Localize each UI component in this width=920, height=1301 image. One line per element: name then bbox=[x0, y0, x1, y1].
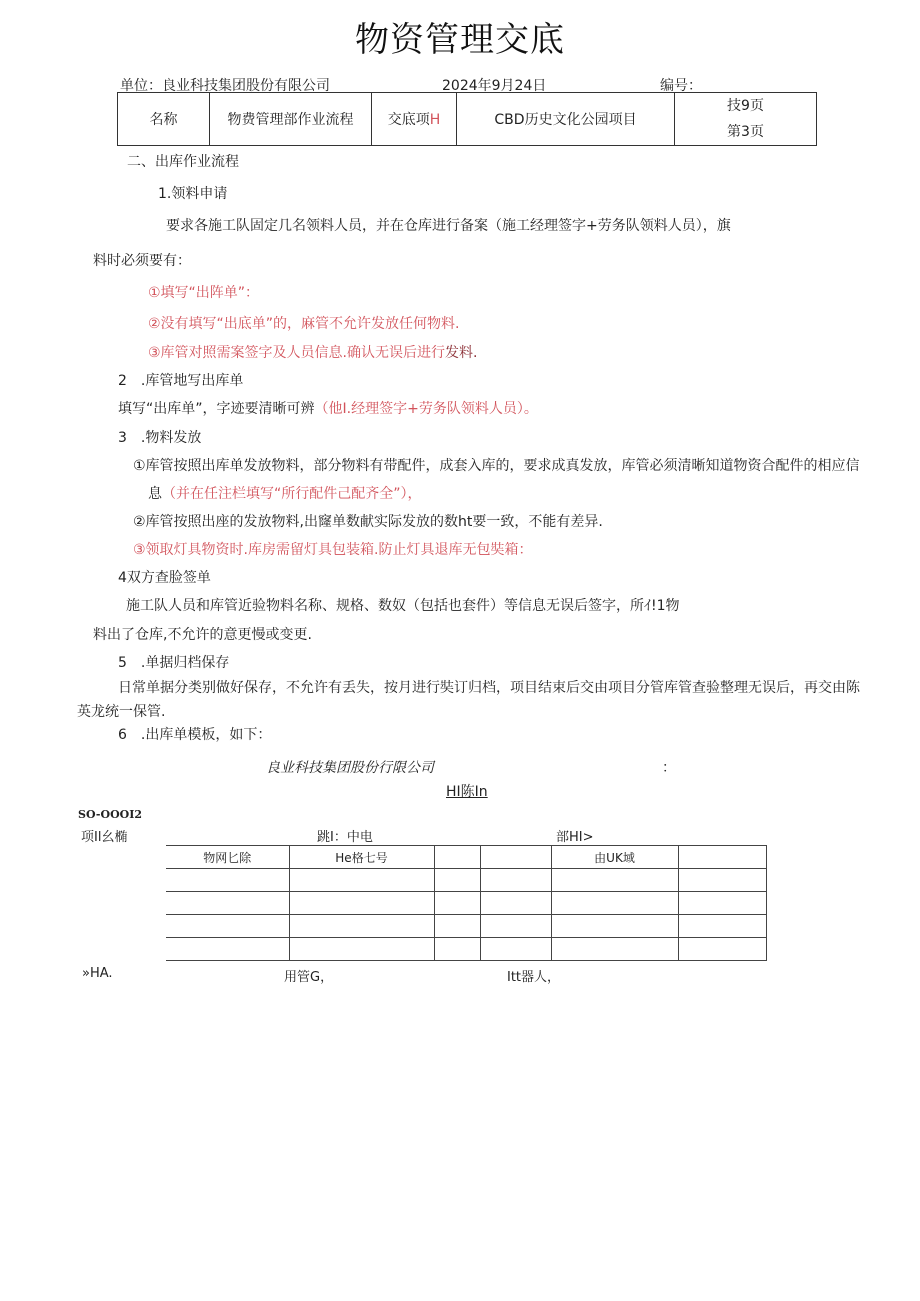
document-title: 物资管理交底 bbox=[355, 20, 565, 60]
form-cell bbox=[551, 938, 678, 961]
form-header-row bbox=[166, 846, 766, 869]
outbound-form-table bbox=[166, 845, 767, 961]
section-heading: 二、出库作业流程 bbox=[127, 154, 239, 170]
form-cell bbox=[434, 869, 480, 892]
form-header-cell: 由UK域 bbox=[551, 846, 678, 869]
table-row bbox=[166, 915, 766, 938]
item-label-cell bbox=[372, 93, 457, 146]
form-footer-right: Itt器人， bbox=[507, 970, 561, 985]
step1-paragraph: 要求各施工队固定几名领料人员，并在仓库进行备案（施工经理签字+劳务队领料人员），旗 bbox=[166, 218, 731, 234]
form-company: 良业科技集团股份行限公司 bbox=[266, 760, 434, 776]
item-label: 交底项 bbox=[387, 112, 430, 128]
step3-item2: ②库管按照出座的发放物料,出窿单数献实际发放的数ht要一致，不能有差异. bbox=[133, 514, 603, 530]
step3-item3: ③领取灯具物资时.库房需留灯具包装箱.防止灯具退库无包奘箱： bbox=[133, 542, 533, 558]
step3-title: 3 .物料发放 bbox=[118, 430, 202, 446]
step2-paragraph bbox=[118, 398, 538, 418]
step1-title: 1.领料申请 bbox=[158, 186, 228, 202]
step3-item1-note: （并在任注栏填写“所行配件己配齐全”）， bbox=[162, 486, 422, 502]
form-cell bbox=[434, 915, 480, 938]
date-label: 2024年9月24日 bbox=[442, 78, 547, 94]
form-header-cell bbox=[434, 846, 480, 869]
form-colon: ： bbox=[662, 760, 676, 776]
step3-item1: ①库管按照出库单发放物料，部分物料有带配件，成套入库的，要求成真发放，库管必须清晰知道物资合配件的相应信 bbox=[133, 458, 860, 474]
step4-paragraph: 施工队人员和库管近验物料名称、规格、数奴（包括也套件）等信息无误后签字，所ｲ!1物 bbox=[126, 598, 680, 614]
form-cell bbox=[289, 892, 434, 915]
table-row bbox=[166, 869, 766, 892]
form-cell bbox=[678, 869, 766, 892]
info-table bbox=[117, 92, 817, 146]
step1-paragraph-cont: 料时必须要有： bbox=[93, 253, 191, 269]
form-footer-left: »HA. bbox=[82, 966, 113, 981]
unit-label: 单位：良业科技集团股份有限公司 bbox=[120, 78, 330, 94]
step2-title: 2 .库管地写出库单 bbox=[118, 373, 244, 389]
form-cell bbox=[678, 892, 766, 915]
form-header-cell bbox=[480, 846, 551, 869]
form-header-cell bbox=[678, 846, 766, 869]
form-cell bbox=[289, 869, 434, 892]
form-cell bbox=[166, 915, 289, 938]
form-cell bbox=[289, 915, 434, 938]
name-label-cell: 名称 bbox=[118, 93, 210, 146]
step4-title: 4双方查脸签单 bbox=[118, 570, 211, 586]
form-cell bbox=[434, 892, 480, 915]
step4-paragraph-cont: 料出了仓库,不允许的意更慢或变更. bbox=[93, 627, 312, 643]
form-cell bbox=[289, 938, 434, 961]
step1-item3 bbox=[148, 342, 477, 362]
table-row bbox=[166, 892, 766, 915]
form-right-label: 部HI> bbox=[556, 830, 594, 845]
pages-total: 技9页 bbox=[727, 98, 764, 114]
number-label: 编号： bbox=[660, 78, 702, 94]
form-cell bbox=[551, 892, 678, 915]
form-project-label: 项Il幺椭 bbox=[81, 830, 128, 845]
form-cell bbox=[480, 892, 551, 915]
form-cell bbox=[166, 869, 289, 892]
name-value-cell: 物费管理部作业流程 bbox=[210, 93, 372, 146]
step3-item1-lead: 息 bbox=[148, 486, 162, 502]
form-cell bbox=[551, 915, 678, 938]
table-row bbox=[166, 938, 766, 961]
step1-item1: ①填写“出阵单”： bbox=[148, 285, 260, 301]
step1-item3-end: 发料. bbox=[445, 345, 478, 361]
form-cell bbox=[166, 938, 289, 961]
step2-note: （他I.经理签字+劳务队领料人员）。 bbox=[314, 401, 538, 417]
step3-item1-cont bbox=[148, 483, 422, 503]
item-mark: H bbox=[429, 112, 441, 128]
form-cell bbox=[166, 892, 289, 915]
step1-item2: ②没有填写“出底单”的，麻管不允许发放任何物料. bbox=[148, 316, 460, 332]
form-cell bbox=[678, 938, 766, 961]
form-subtitle: HI陈In bbox=[446, 784, 488, 800]
step5-paragraph-cont: 英龙统一保管. bbox=[77, 704, 166, 720]
project-cell: CBD历史文化公园项目 bbox=[457, 93, 675, 146]
step1-item3-text: ③库管对照需案签字及人员信息.确认无误后进行 bbox=[148, 345, 445, 361]
step6-title: 6 .出库单模板，如下： bbox=[118, 727, 272, 743]
form-header-cell: He格七号 bbox=[289, 846, 434, 869]
form-footer-mid: 用管G， bbox=[284, 970, 334, 985]
form-cell bbox=[480, 869, 551, 892]
form-cell bbox=[480, 938, 551, 961]
form-cell bbox=[678, 915, 766, 938]
page-current: 第3页 bbox=[727, 124, 764, 140]
form-header-cell: 物网匕除 bbox=[166, 846, 289, 869]
form-mid-label: 跳I：中电 bbox=[317, 830, 373, 845]
form-cell bbox=[551, 869, 678, 892]
form-cell bbox=[480, 915, 551, 938]
form-code: SO-OOOI2 bbox=[78, 808, 143, 821]
step5-paragraph: 日常单据分类别做好保存，不允许有丢失，按月进行奘订归档，项目结束后交由项目分管库管查验整理无误后，再交由陈 bbox=[118, 680, 860, 696]
step5-title: 5 .单据归档保存 bbox=[118, 655, 230, 671]
form-cell bbox=[434, 938, 480, 961]
page-cell bbox=[675, 93, 817, 146]
step2-text: 填写“出库单”，字迹要清晰可辨 bbox=[118, 401, 315, 417]
